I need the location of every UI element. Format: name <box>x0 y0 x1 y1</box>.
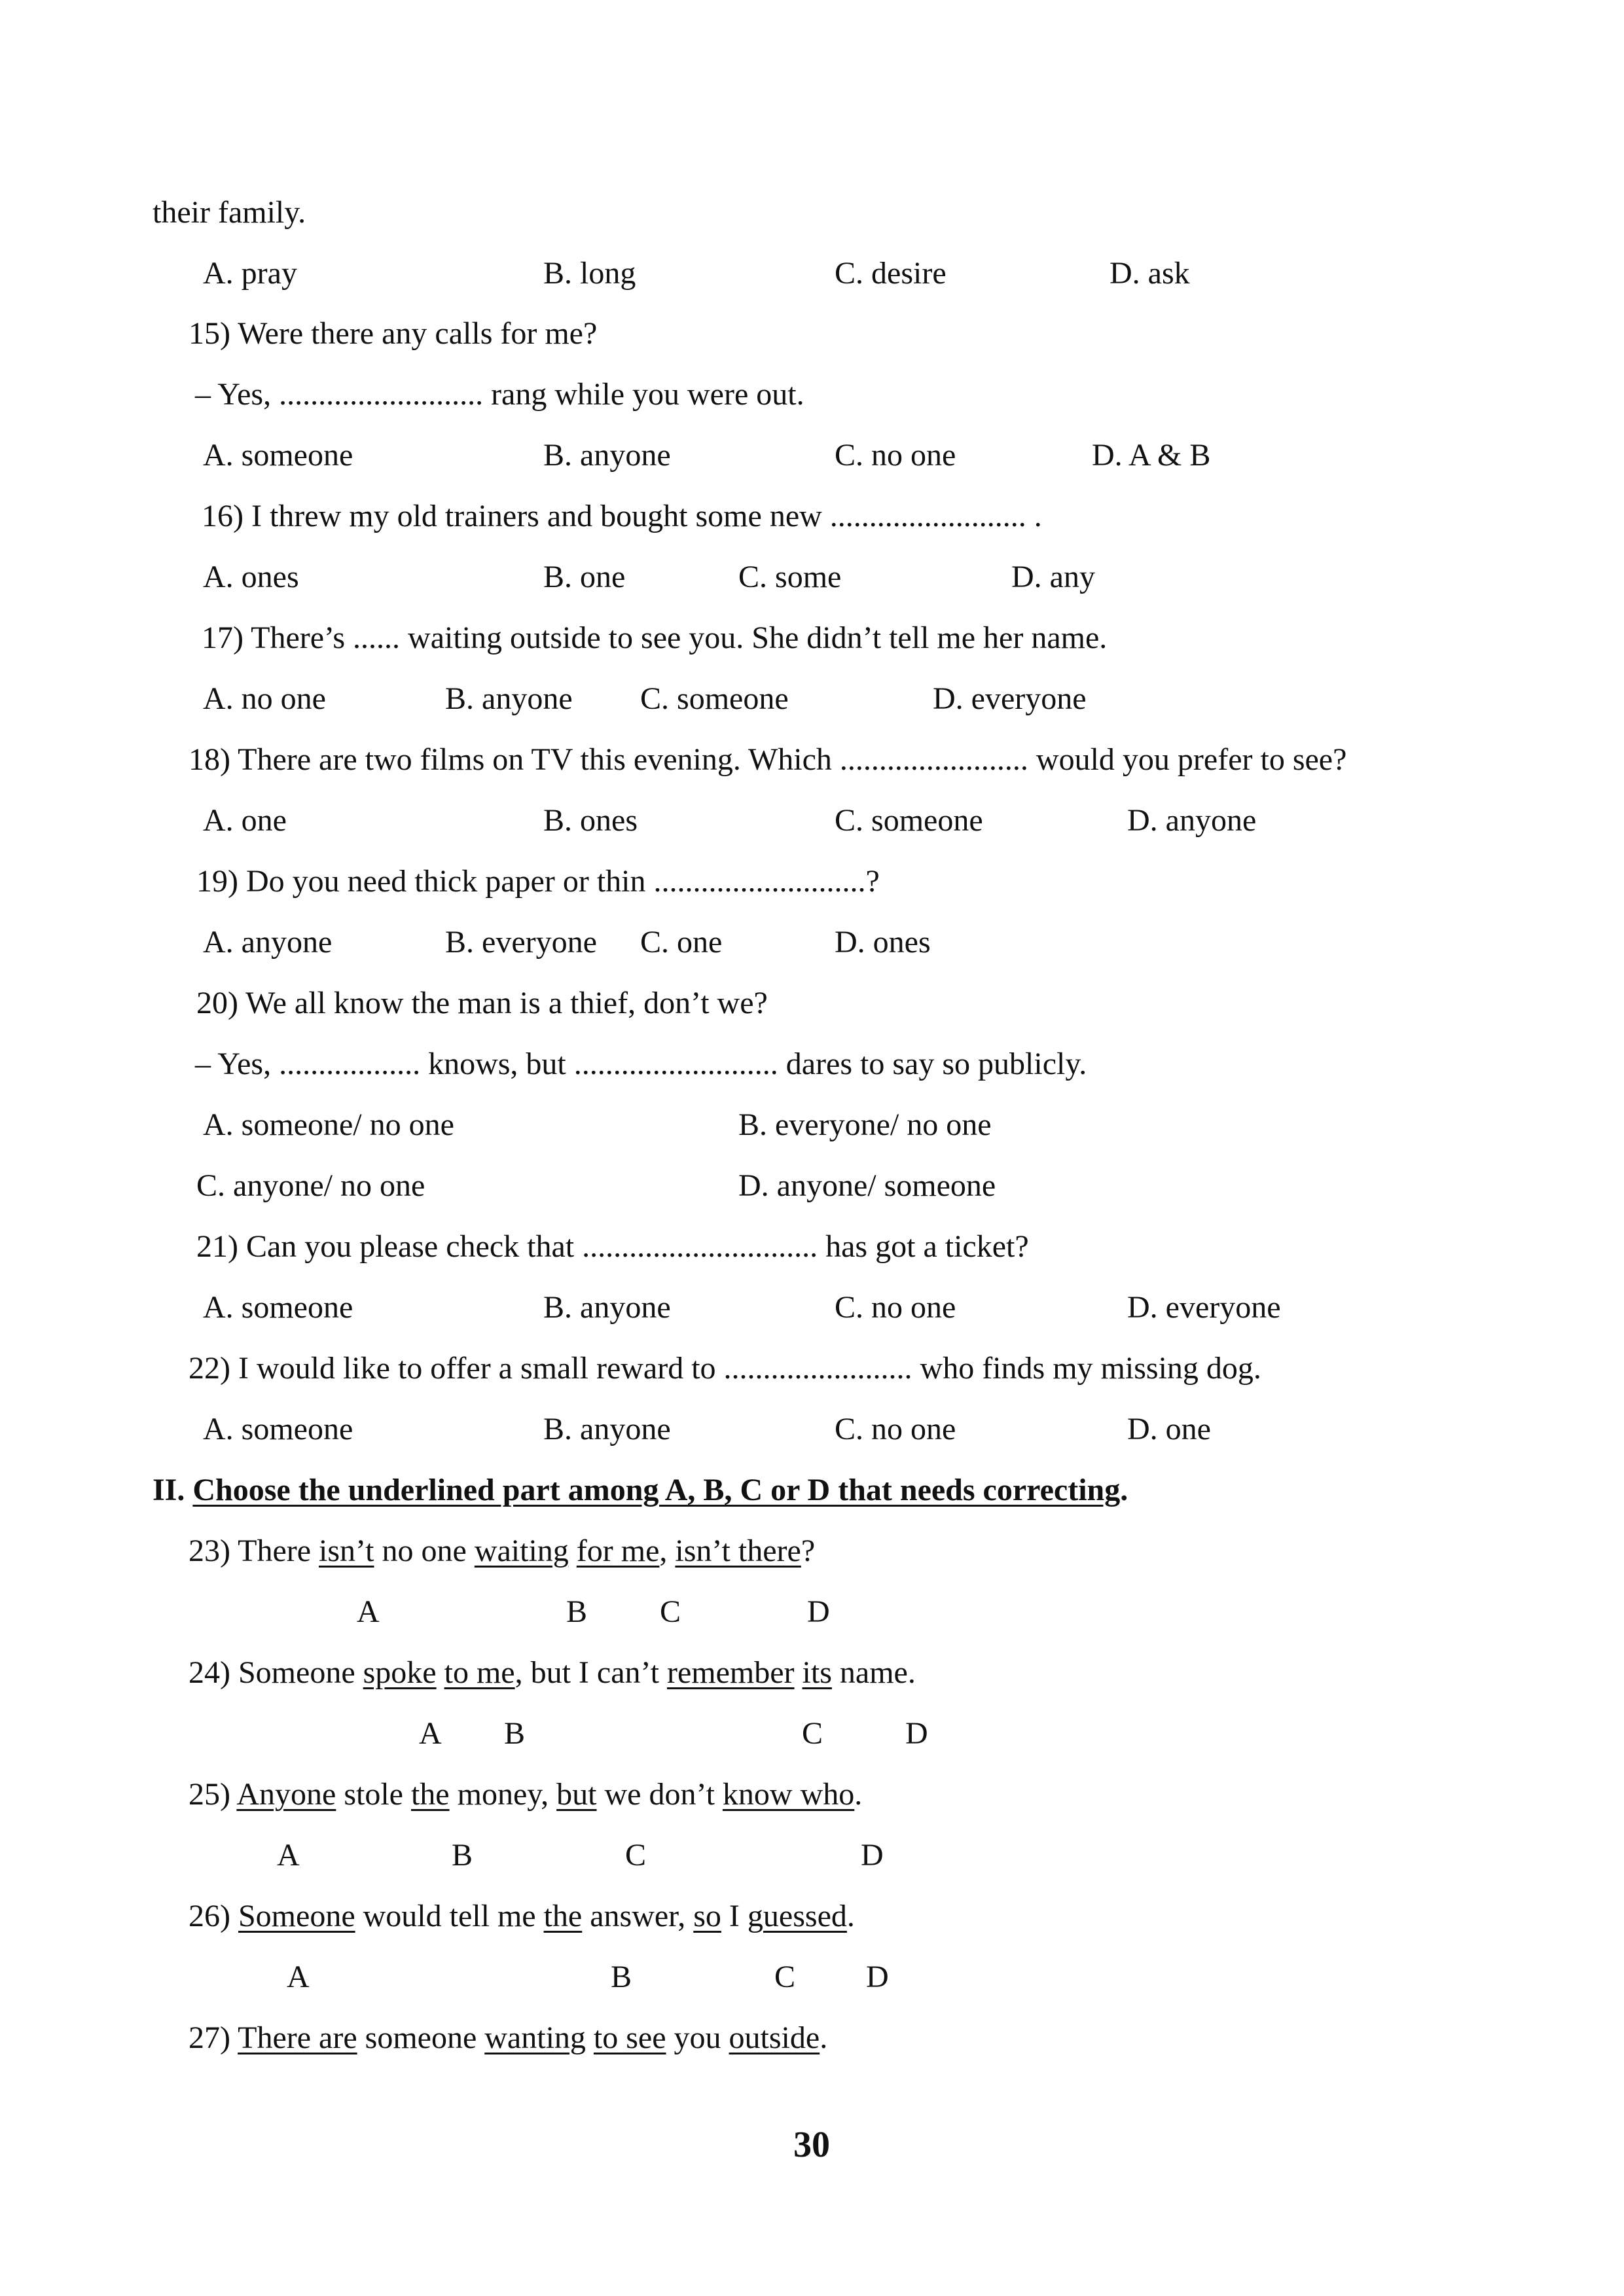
question-20-answer-line: – Yes, .................. knows, but .......................... dares to say so publicly. <box>195 1047 1087 1081</box>
underlined-part-a: Someone <box>238 1899 355 1933</box>
question-25: 25) Anyone stole the money, but we don’t know who. <box>189 1777 863 1812</box>
option-b: B. anyone <box>543 1290 671 1325</box>
option-c: C. some <box>738 560 842 594</box>
option-c: C. someone <box>640 681 789 716</box>
underlined-part-c: but <box>556 1777 597 1812</box>
option-a: A. no one <box>203 681 326 716</box>
option-c: C. no one <box>835 438 956 473</box>
option-c: C. no one <box>835 1412 956 1446</box>
section-numeral: II. <box>153 1473 185 1507</box>
option-b: B. everyone/ no one <box>738 1107 992 1142</box>
option-a: A. someone/ no one <box>203 1107 454 1142</box>
letter-b: B <box>452 1838 473 1873</box>
question-16: 16) I threw my old trainers and bought some new ......................... . <box>202 499 1042 533</box>
question-23: 23) There isn’t no one waiting for me, isn’t there? <box>189 1534 816 1568</box>
letter-c: C <box>660 1594 681 1629</box>
underlined-part-d: outside <box>729 2020 820 2055</box>
underlined-part-c: remember <box>666 1655 795 1690</box>
underlined-part-a: isn’t <box>319 1534 374 1568</box>
section-2-heading <box>153 1471 1128 1510</box>
option-b: B. anyone <box>543 1412 671 1446</box>
option-a: A. anyone <box>203 925 333 960</box>
underlined-part-a: There are <box>238 2020 357 2055</box>
option-b: B. anyone <box>445 681 573 716</box>
underlined-part-a: spoke <box>363 1655 437 1690</box>
question-17: 17) There’s ...... waiting outside to see you. She didn’t tell me her name. <box>202 620 1108 655</box>
question-18: 18) There are two films on TV this evening. Which ........................ would you prefer to see? <box>189 742 1347 777</box>
letter-c: C <box>625 1838 647 1873</box>
continued-line: their family. <box>153 195 306 230</box>
option-a: A. ones <box>203 560 299 594</box>
underlined-part-b: wanting <box>484 2020 586 2055</box>
section-instruction: Choose the underlined part among A, B, C or D that needs correcting <box>192 1473 1121 1507</box>
option-d: D. one <box>1127 1412 1211 1446</box>
underlined-part-b: the <box>543 1899 583 1933</box>
option-c: C. one <box>640 925 723 960</box>
question-20: 20) We all know the man is a thief, don’t we? <box>196 986 768 1020</box>
question-21: 21) Can you please check that .............................. has got a ticket? <box>196 1229 1029 1264</box>
letter-d: D <box>861 1838 884 1873</box>
letter-a: A <box>287 1960 310 1994</box>
section-heading-period: . <box>1120 1473 1128 1507</box>
letter-b: B <box>504 1716 526 1751</box>
option-b: B. everyone <box>445 925 597 960</box>
underlined-part-c: to see <box>593 2020 666 2055</box>
underlined-part-d: guessed <box>747 1899 847 1933</box>
underlined-part-b: to me <box>444 1655 515 1690</box>
letter-a: A <box>357 1594 380 1629</box>
option-a: A. pray <box>203 256 297 291</box>
question-15-answer-line: – Yes, .......................... rang while you were out. <box>195 377 804 412</box>
underlined-part-d: its <box>802 1655 832 1690</box>
option-d: D. ask <box>1110 256 1190 291</box>
option-d: D. ones <box>835 925 931 960</box>
option-a: A. someone <box>203 438 353 473</box>
underlined-part-d: isn’t there <box>675 1534 801 1568</box>
option-d: D. A & B <box>1092 438 1211 473</box>
option-d: D. everyone <box>933 681 1087 716</box>
underlined-part-d: know who <box>722 1777 855 1812</box>
underlined-part-c: for me <box>576 1534 660 1568</box>
question-19: 19) Do you need thick paper or thin ...........................? <box>196 864 880 899</box>
question-22: 22) I would like to offer a small reward to ........................ who finds my missing dog. <box>189 1351 1261 1386</box>
option-d: D. any <box>1011 560 1095 594</box>
letter-b: B <box>611 1960 632 1994</box>
letter-c: C <box>802 1716 823 1751</box>
letter-d: D <box>905 1716 928 1751</box>
option-c: C. desire <box>835 256 947 291</box>
option-a: A. someone <box>203 1412 353 1446</box>
question-15: 15) Were there any calls for me? <box>189 316 598 351</box>
page-number: 30 <box>793 2125 830 2165</box>
letter-d: D <box>807 1594 830 1629</box>
option-b: B. one <box>543 560 626 594</box>
option-b: B. anyone <box>543 438 671 473</box>
letter-a: A <box>277 1838 300 1873</box>
option-b: B. long <box>543 256 636 291</box>
underlined-part-b: waiting <box>474 1534 569 1568</box>
underlined-part-b: the <box>410 1777 450 1812</box>
letter-c: C <box>774 1960 796 1994</box>
question-26: 26) Someone would tell me the answer, so I guessed. <box>189 1899 855 1933</box>
letter-a: A <box>419 1716 442 1751</box>
option-d: D. everyone <box>1127 1290 1281 1325</box>
underlined-part-c: so <box>693 1899 721 1933</box>
option-b: B. ones <box>543 803 638 838</box>
letter-b: B <box>566 1594 588 1629</box>
option-a: A. someone <box>203 1290 353 1325</box>
question-27: 27) There are someone wanting to see you outside. <box>189 2020 828 2055</box>
option-c: C. anyone/ no one <box>196 1168 425 1203</box>
underlined-part-a: Anyone <box>236 1777 336 1812</box>
option-d: D. anyone <box>1127 803 1257 838</box>
question-24: 24) Someone spoke to me, but I can’t remember its name. <box>189 1655 916 1690</box>
option-c: C. no one <box>835 1290 956 1325</box>
option-c: C. someone <box>835 803 983 838</box>
option-a: A. one <box>203 803 287 838</box>
letter-d: D <box>866 1960 889 1994</box>
option-d: D. anyone/ someone <box>738 1168 996 1203</box>
